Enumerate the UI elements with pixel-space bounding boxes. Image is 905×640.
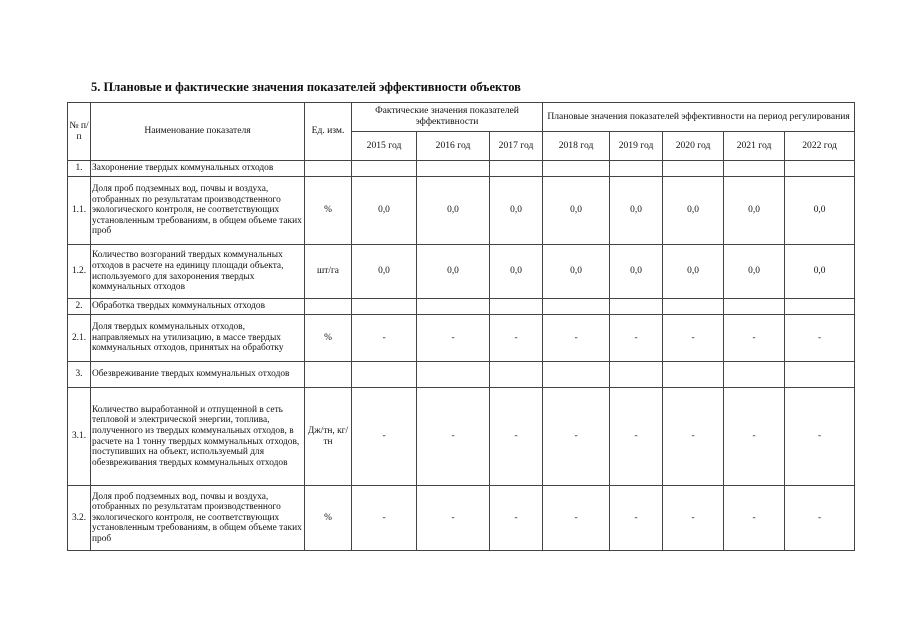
row-name: Доля проб подземных вод, почвы и воздуха, отобранных по результатам производственного экологического контроля, не соответствующих установленным требованиям, в общем объеме таких проб	[91, 486, 305, 551]
header-year: 2016 год	[417, 132, 490, 161]
header-year: 2019 год	[610, 132, 663, 161]
value-cell	[543, 161, 610, 177]
row-unit: %	[305, 177, 352, 245]
value-cell	[724, 161, 785, 177]
value-cell	[352, 161, 417, 177]
value-cell: 0,0	[417, 245, 490, 299]
row-number: 1.1.	[68, 177, 91, 245]
row-number: 3.1.	[68, 388, 91, 486]
header-unit: Ед. изм.	[305, 103, 352, 161]
value-cell: 0,0	[785, 245, 855, 299]
value-cell: 0,0	[724, 245, 785, 299]
value-cell: 0,0	[352, 177, 417, 245]
header-year: 2022 год	[785, 132, 855, 161]
value-cell	[543, 362, 610, 388]
table-row	[68, 362, 855, 388]
value-cell: 0,0	[490, 245, 543, 299]
row-name: Количество возгораний твердых коммунальных отходов в расчете на единицу площади объекта, используемого для захоронения твердых коммунальных отходов	[91, 245, 305, 299]
value-cell	[417, 299, 490, 315]
value-cell	[724, 299, 785, 315]
value-cell: -	[352, 388, 417, 486]
value-cell: -	[543, 486, 610, 551]
value-cell: -	[610, 486, 663, 551]
value-cell	[352, 299, 417, 315]
table-row	[68, 299, 855, 315]
value-cell	[663, 362, 724, 388]
value-cell	[352, 362, 417, 388]
header-year: 2020 год	[663, 132, 724, 161]
header-fact-group: Фактические значения показателей эффективности	[352, 103, 543, 132]
value-cell: 0,0	[663, 177, 724, 245]
table-row	[68, 486, 855, 551]
value-cell: -	[785, 388, 855, 486]
row-number: 2.	[68, 299, 91, 315]
row-unit: %	[305, 315, 352, 362]
value-cell: 0,0	[352, 245, 417, 299]
row-name: Доля твердых коммунальных отходов, направляемых на утилизацию, в массе твердых коммунальных отходов, принятых на обработку	[91, 315, 305, 362]
table-row	[68, 388, 855, 486]
value-cell	[785, 362, 855, 388]
row-number: 3.	[68, 362, 91, 388]
row-name: Количество выработанной и отпущенной в сеть тепловой и электрической энергии, топлива, полученного из твердых коммунальных отходов, в расчете на 1 тонну твердых коммунальных отходов, поступивших на объект, используемый для обезвреживания твердых коммунальных отходов	[91, 388, 305, 486]
value-cell: -	[417, 486, 490, 551]
value-cell	[610, 299, 663, 315]
row-name: Обработка твердых коммунальных отходов	[91, 299, 305, 315]
row-unit: шт/га	[305, 245, 352, 299]
header-year: 2015 год	[352, 132, 417, 161]
value-cell: 0,0	[663, 245, 724, 299]
value-cell: 0,0	[610, 245, 663, 299]
value-cell: -	[724, 388, 785, 486]
value-cell: 0,0	[417, 177, 490, 245]
value-cell: -	[417, 315, 490, 362]
header-name: Наименование показателя	[91, 103, 305, 161]
value-cell	[490, 299, 543, 315]
value-cell: -	[785, 486, 855, 551]
value-cell: -	[785, 315, 855, 362]
header-year: 2017 год	[490, 132, 543, 161]
table-row	[68, 177, 855, 245]
value-cell: 0,0	[543, 177, 610, 245]
table-row	[68, 315, 855, 362]
row-name: Обезвреживание твердых коммунальных отходов	[91, 362, 305, 388]
header-num: № п/п	[68, 103, 91, 161]
value-cell: -	[490, 388, 543, 486]
value-cell	[724, 362, 785, 388]
value-cell: -	[543, 388, 610, 486]
value-cell	[417, 362, 490, 388]
value-cell	[417, 161, 490, 177]
value-cell: -	[663, 388, 724, 486]
value-cell	[490, 161, 543, 177]
value-cell: -	[352, 315, 417, 362]
value-cell	[785, 299, 855, 315]
indicators-table	[67, 102, 855, 551]
row-unit	[305, 362, 352, 388]
value-cell: -	[610, 315, 663, 362]
value-cell	[490, 362, 543, 388]
value-cell: -	[417, 388, 490, 486]
value-cell: -	[663, 486, 724, 551]
value-cell: -	[352, 486, 417, 551]
value-cell: -	[543, 315, 610, 362]
row-number: 3.2.	[68, 486, 91, 551]
table-row	[68, 161, 855, 177]
value-cell: 0,0	[724, 177, 785, 245]
value-cell: -	[724, 486, 785, 551]
row-number: 1.	[68, 161, 91, 177]
header-year: 2018 год	[543, 132, 610, 161]
row-unit: %	[305, 486, 352, 551]
row-number: 1.2.	[68, 245, 91, 299]
row-number: 2.1.	[68, 315, 91, 362]
value-cell	[663, 299, 724, 315]
value-cell	[543, 299, 610, 315]
row-name: Доля проб подземных вод, почвы и воздуха, отобранных по результатам производственного экологического контроля, не соответствующих установленным требованиям, в общем объеме таких проб	[91, 177, 305, 245]
value-cell: 0,0	[490, 177, 543, 245]
value-cell: -	[610, 388, 663, 486]
value-cell	[663, 161, 724, 177]
value-cell	[610, 362, 663, 388]
table-row	[68, 245, 855, 299]
value-cell: 0,0	[543, 245, 610, 299]
section-title: 5. Плановые и фактические значения показателей эффективности объектов	[91, 80, 521, 94]
value-cell: -	[724, 315, 785, 362]
value-cell: -	[490, 315, 543, 362]
value-cell: 0,0	[785, 177, 855, 245]
row-unit	[305, 299, 352, 315]
value-cell: -	[490, 486, 543, 551]
row-name: Захоронение твердых коммунальных отходов	[91, 161, 305, 177]
value-cell	[610, 161, 663, 177]
row-unit: Дж/тн, кг/тн	[305, 388, 352, 486]
header-plan-group: Плановые значения показателей эффективности на период регулирования	[543, 103, 855, 132]
row-unit	[305, 161, 352, 177]
value-cell: -	[663, 315, 724, 362]
value-cell	[785, 161, 855, 177]
header-year: 2021 год	[724, 132, 785, 161]
value-cell: 0,0	[610, 177, 663, 245]
